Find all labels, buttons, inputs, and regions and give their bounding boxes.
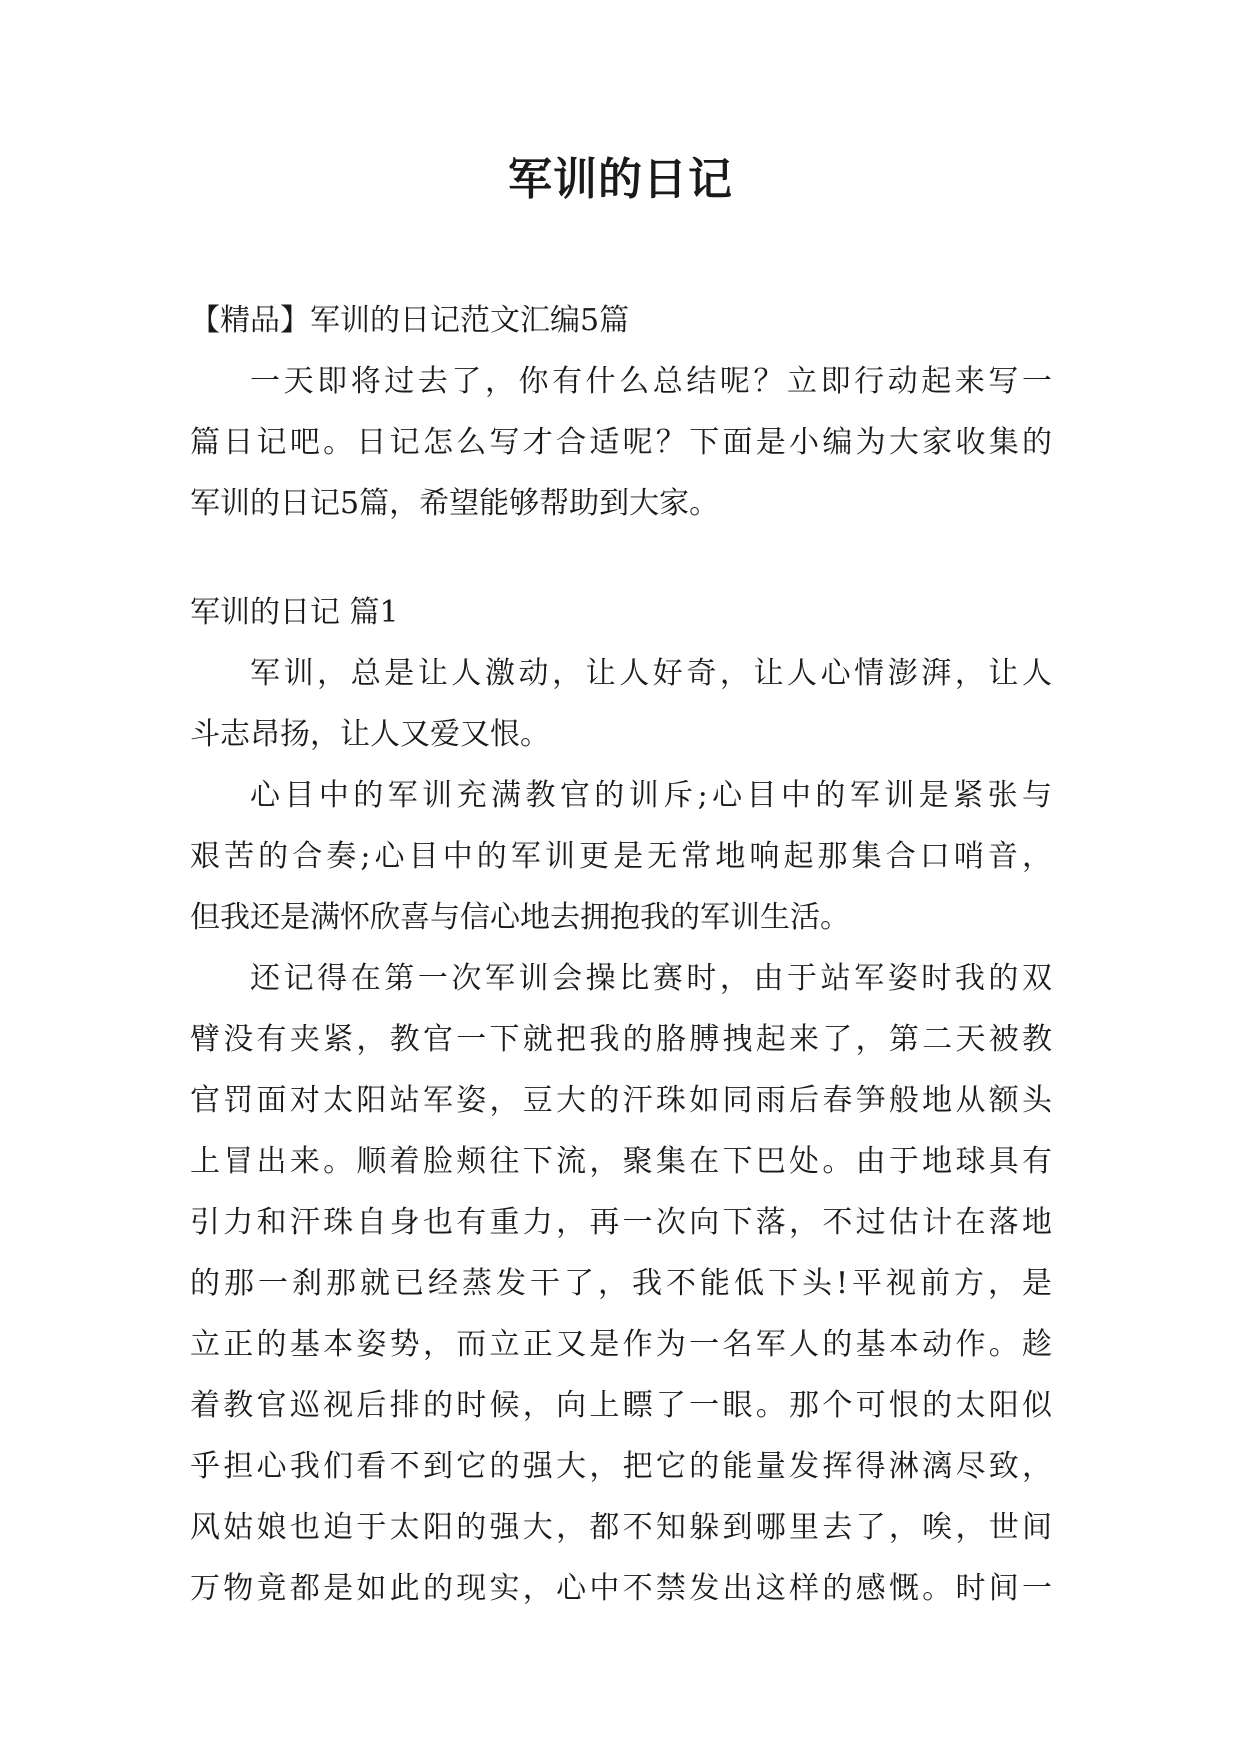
intro-paragraph: [190, 351, 1052, 534]
text-line: 军训，总是让人激动，让人好奇，让人心情澎湃，让人: [250, 656, 1052, 691]
text-line: 军训的日记5篇，希望能够帮助到大家。: [190, 486, 720, 521]
text-line: 上冒出来。顺着脸颊往下流，聚集在下巴处。由于地球具有: [190, 1144, 1052, 1179]
text-line: 万物竟都是如此的现实，心中不禁发出这样的感慨。时间一: [190, 1571, 1052, 1606]
document-body: [190, 290, 1052, 1619]
document-title: 军训的日记: [508, 154, 733, 205]
text-line: 还记得在第一次军训会操比赛时，由于站军姿时我的双: [250, 961, 1052, 996]
text-line: 风姑娘也迫于太阳的强大，都不知躲到哪里去了，唉，世间: [190, 1510, 1052, 1545]
document-subtitle: 【精品】军训的日记范文汇编5篇: [190, 303, 630, 338]
text-line: 立正的基本姿势，而立正又是作为一名军人的基本动作。趁: [190, 1327, 1052, 1362]
body-paragraph: [190, 948, 1052, 1619]
text-line: 着教官巡视后排的时候，向上瞟了一眼。那个可恨的太阳似: [190, 1388, 1052, 1423]
text-line: 心目中的军训充满教官的训斥;心目中的军训是紧张与: [250, 778, 1052, 813]
body-paragraph: [190, 765, 1052, 948]
section-heading: 军训的日记 篇1: [190, 595, 399, 630]
text-line: 的那一刹那就已经蒸发干了，我不能低下头!平视前方，是: [190, 1266, 1052, 1301]
text-line: 官罚面对太阳站军姿，豆大的汗珠如同雨后春笋般地从额头: [190, 1083, 1052, 1118]
text-line: 臂没有夹紧，教官一下就把我的胳膊拽起来了，第二天被教: [190, 1022, 1052, 1057]
text-line: 一天即将过去了，你有什么总结呢？立即行动起来写一: [250, 364, 1052, 399]
paragraph-gap: [190, 534, 1052, 582]
text-line: 但我还是满怀欣喜与信心地去拥抱我的军训生活。: [190, 900, 850, 935]
text-line: 斗志昂扬，让人又爱又恨。: [190, 717, 550, 752]
text-line: 乎担心我们看不到它的强大，把它的能量发挥得淋漓尽致，: [190, 1449, 1052, 1484]
text-line: 篇日记吧。日记怎么写才合适呢？下面是小编为大家收集的: [190, 425, 1052, 460]
body-paragraph: [190, 643, 1052, 765]
text-line: 引力和汗珠自身也有重力，再一次向下落，不过估计在落地: [190, 1205, 1052, 1240]
text-line: 艰苦的合奏;心目中的军训更是无常地响起那集合口哨音，: [190, 839, 1052, 874]
